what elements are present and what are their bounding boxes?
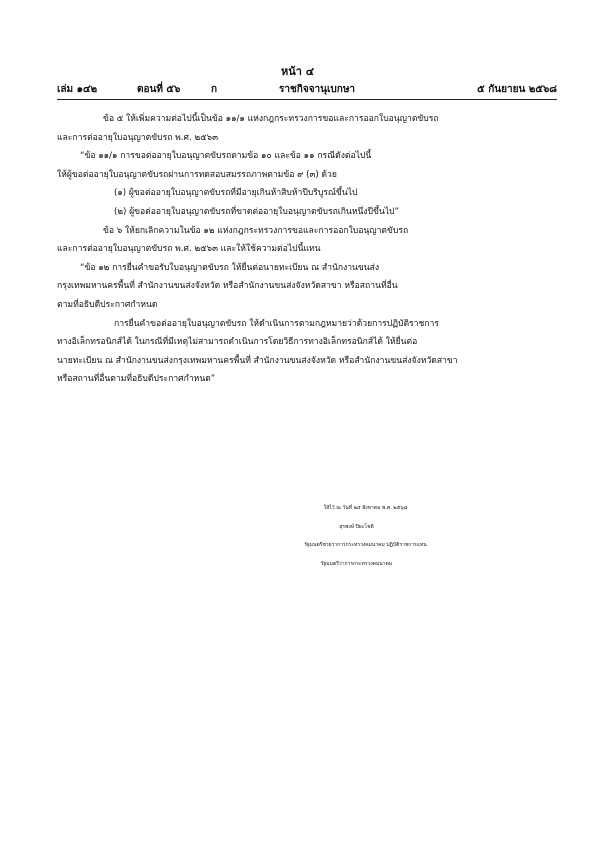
regulation-body	[57, 110, 557, 389]
body-line: หรือสถานที่อื่นตามที่อธิบดีประกาศกำหนด”	[57, 374, 216, 385]
body-line: กรุงเทพมหานครพื้นที่ สำนักงานขนส่งจังหวัด หรือสำนักงานขนส่งจังหวัดสาขา หรือสถานที่อื่น	[57, 281, 398, 292]
signatory-position: รัฐมนตรีช่วยว่าการกระทรวงคมนาคม ปฏิบัติราชการแทน	[304, 542, 427, 549]
body-line: และการต่ออายุใบอนุญาตขับรถ พ.ศ. ๒๕๖๓	[57, 132, 218, 143]
body-line: “ข้อ ๑๑/๑ การขอต่ออายุใบอนุญาตขับรถตามข้อ ๑๐ และข้อ ๑๑ กรณีดังต่อไปนี้	[80, 151, 372, 162]
page-number: หน้า ๔	[280, 65, 315, 78]
section-kind-label: ก	[211, 84, 218, 95]
signature-block	[0, 499, 595, 573]
publication-date: ๕ กันยายน ๒๕๖๘	[477, 84, 557, 95]
volume-label: เล่ม ๑๔๒	[57, 84, 98, 95]
body-line: และการต่ออายุใบอนุญาตขับรถ พ.ศ. ๒๕๖๓ และให้ใช้ความต่อไปนี้แทน	[57, 244, 321, 255]
signatory-name: สุรพงษ์ ปิยะโชติ	[339, 523, 374, 530]
body-line: (๑) ผู้ขอต่ออายุใบอนุญาตขับรถที่มีอายุเกินห้าสิบห้าปีบริบูรณ์ขึ้นไป	[114, 188, 358, 199]
section-label: ตอนที่ ๕๖	[137, 84, 181, 95]
body-line: “ข้อ ๑๒ การยื่นคำขอรับใบอนุญาตขับรถ ให้ยื่นต่อนายทะเบียน ณ สำนักงานขนส่ง	[80, 262, 380, 273]
signatory-position-2: รัฐมนตรีว่าการกระทรวงคมนาคม	[320, 560, 393, 567]
header-divider	[57, 99, 557, 100]
gazette-title: ราชกิจจานุเบกษา	[279, 84, 356, 95]
body-line: ตามที่อธิบดีประกาศกำหนด	[57, 299, 158, 310]
body-line: ข้อ ๕ ให้เพิ่มความต่อไปนี้เป็นข้อ ๑๑/๑ แห่งกฎกระทรวงการขอและการออกใบอนุญาตขับรถ	[103, 114, 439, 124]
body-line: ทางอิเล็กทรอนิกส์ได้ ในกรณีที่มีเหตุไม่สามารถดำเนินการโดยวิธีการทางอิเล็กทรอนิกส์ได้ ให้ยื่นต่อ	[57, 337, 418, 348]
body-line: การยื่นคำขอต่ออายุใบอนุญาตขับรถ ให้ดำเนินการตามกฎหมายว่าด้วยการปฏิบัติราชการ	[114, 318, 439, 329]
body-line: ข้อ ๖ ให้ยกเลิกความในข้อ ๑๒ แห่งกฎกระทรวงการขอและการออกใบอนุญาตขับรถ	[103, 225, 409, 236]
given-on-date: ให้ไว้ ณ วันที่ ๒๕ สิงหาคม พ.ศ. ๒๕๖๘	[323, 505, 408, 511]
gazette-header	[57, 82, 557, 98]
body-line: (๒) ผู้ขอต่ออายุใบอนุญาตขับรถที่ขาดต่ออายุใบอนุญาตขับรถเกินหนึ่งปีขึ้นไป”	[114, 206, 399, 217]
body-line: นายทะเบียน ณ สำนักงานขนส่งกรุงเทพมหานครพื้นที่ สำนักงานขนส่งจังหวัด หรือสำนักงานขนส่งจังหวัดสาขา	[57, 355, 458, 366]
body-line: ให้ผู้ขอต่ออายุใบอนุญาตขับรถผ่านการทดสอบสมรรถภาพตามข้อ ๙ (๓) ด้วย	[57, 169, 337, 180]
